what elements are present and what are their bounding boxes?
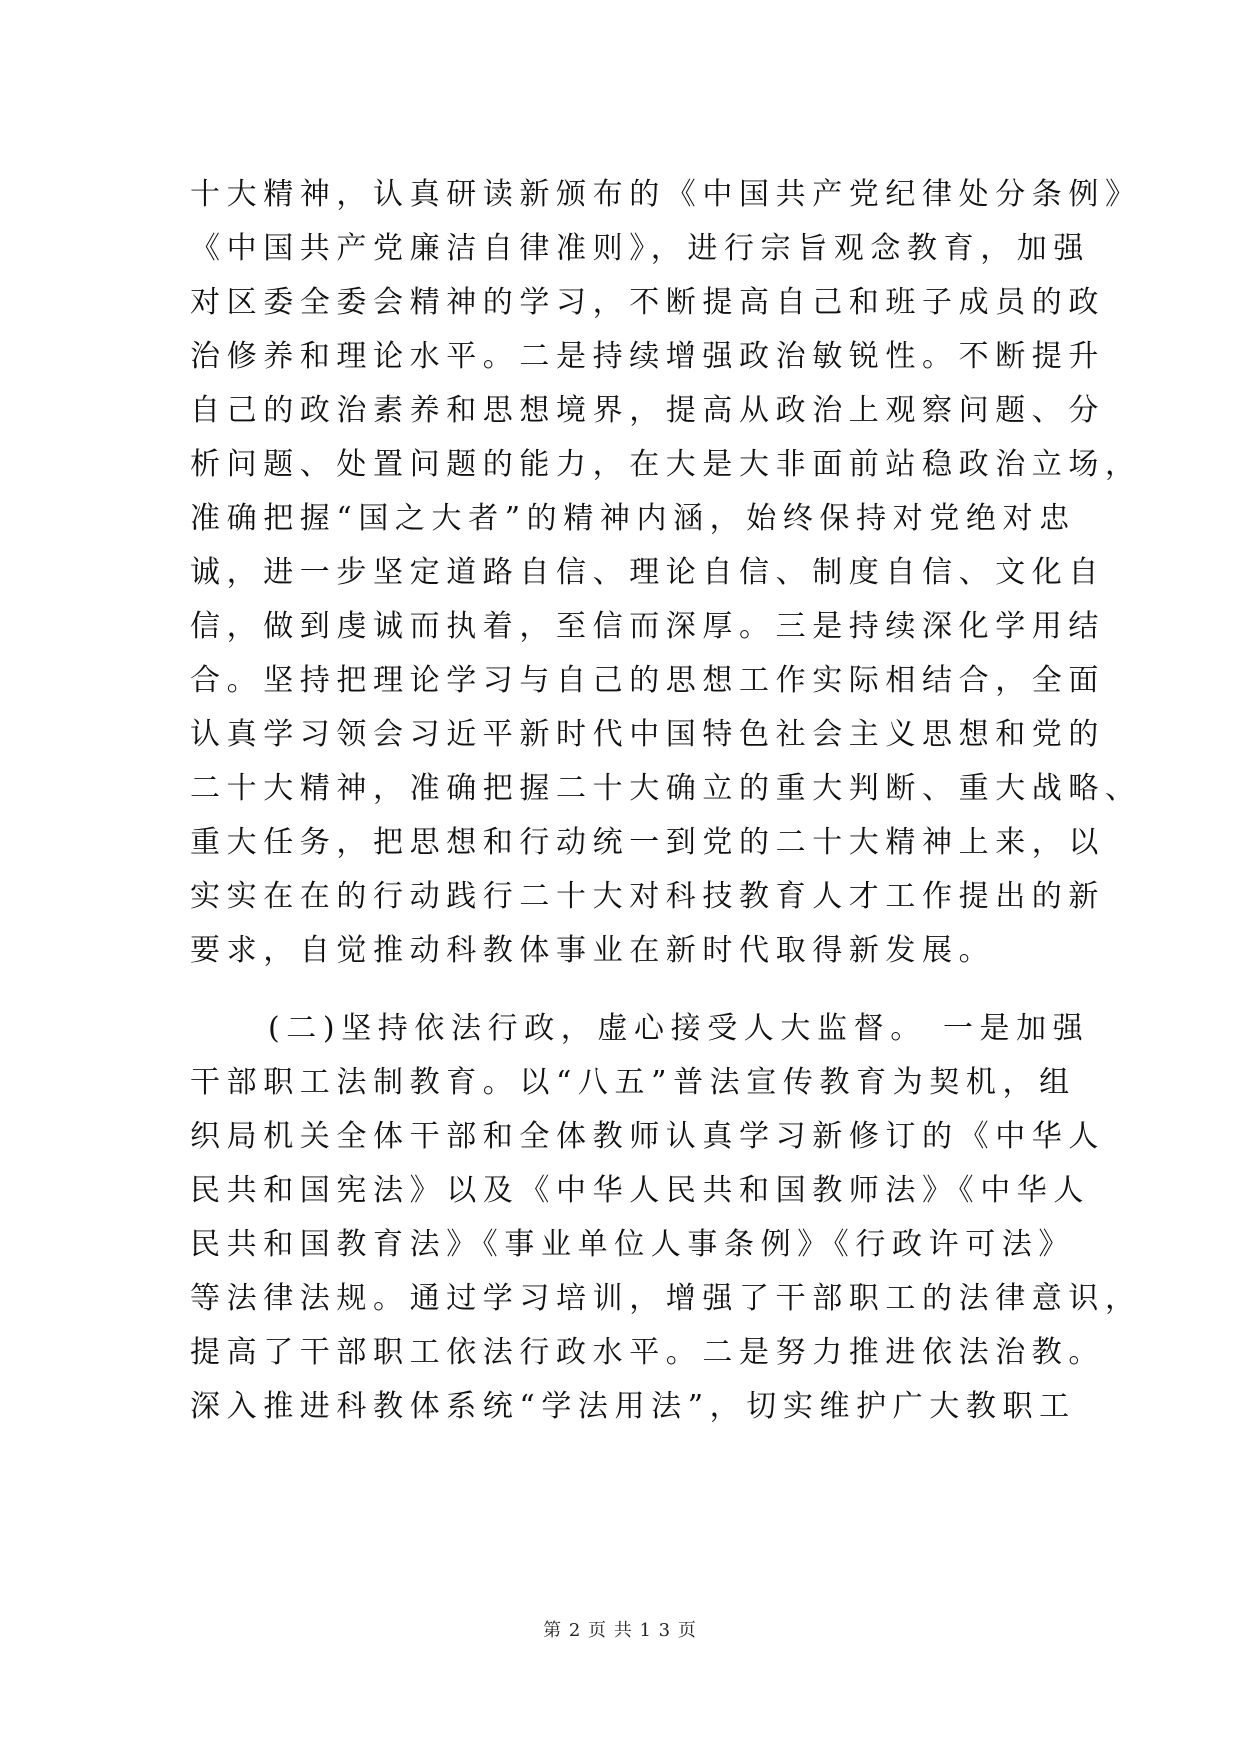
document-body (190, 168, 1142, 1434)
text-line: 合。坚持把理论学习与自己的思想工作实际相结合，全面 (190, 663, 1105, 698)
paragraph-spacer (190, 978, 1050, 1002)
text-line: 等法律法规。通过学习培训，增强了干部职工的法律意识， (190, 1281, 1142, 1316)
text-line: 准确把握“国之大者”的精神内涵，始终保持对党绝对忠 (190, 501, 1076, 536)
text-line: 析问题、处置问题的能力，在大是大非面前站稳政治立场， (190, 447, 1142, 482)
text-line: 要求，自觉推动科教体事业在新时代取得新发展。 (190, 933, 996, 968)
text-line: 诚，进一步坚定道路自信、理论自信、制度自信、文化自 (190, 555, 1105, 590)
text-line: 织局机关全体干部和全体教师认真学习新修订的《中华人 (190, 1119, 1105, 1154)
text-line: 民共和国教育法》《事业单位人事条例》《行政许可法》 (190, 1227, 1075, 1262)
text-line: 对区委全委会精神的学习，不断提高自己和班子成员的政 (190, 285, 1105, 320)
paragraph-2 (190, 1002, 1142, 1434)
text-line: 信，做到虔诚而执着，至信而深厚。三是持续深化学用结 (190, 609, 1105, 644)
paragraph-1 (190, 168, 1142, 978)
text-line: 《中国共产党廉洁自律准则》，进行宗旨观念教育，加强 (190, 231, 1090, 266)
text-line: 深入推进科教体系统“学法用法”，切实维护广大教职工 (190, 1389, 1076, 1424)
text-line: 干部职工法制教育。以“八五”普法宣传教育为契机，组 (190, 1065, 1076, 1100)
text-line: 认真学习领会习近平新时代中国特色社会主义思想和党的 (190, 717, 1105, 752)
text-line: 重大任务，把思想和行动统一到党的二十大精神上来，以 (190, 825, 1105, 860)
text-line: 二十大精神，准确把握二十大确立的重大判断、重大战略、 (190, 771, 1142, 806)
section-heading-line: (二)坚持依法行政，虚心接受人大监督。 一是加强 (268, 1011, 1090, 1046)
text-line: 实实在在的行动践行二十大对科技教育人才工作提出的新 (190, 879, 1105, 914)
text-line: 提高了干部职工依法行政水平。二是努力推进依法治教。 (190, 1335, 1105, 1370)
text-line: 治修养和理论水平。二是持续增强政治敏锐性。不断提升 (190, 339, 1105, 374)
text-line: 民共和国宪法》以及《中华人民共和国教师法》《中华人 (190, 1173, 1090, 1208)
page-number-footer: 第 2 页 共 1 3 页 (543, 1620, 697, 1641)
text-line: 自己的政治素养和思想境界，提高从政治上观察问题、分 (190, 393, 1105, 428)
text-line: 十大精神，认真研读新颁布的《中国共产党纪律处分条例》 (190, 177, 1142, 212)
